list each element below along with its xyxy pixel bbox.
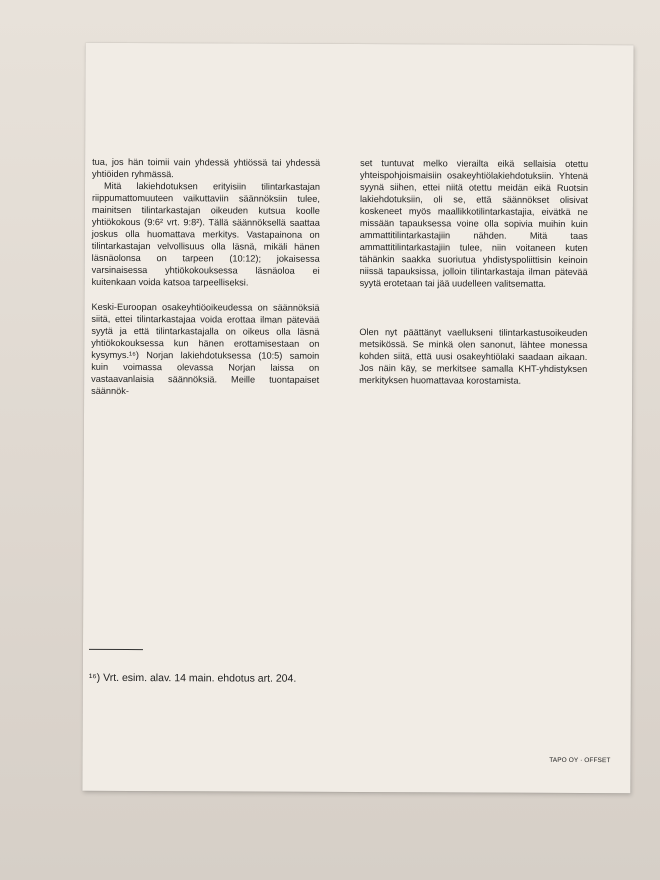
paragraph: Olen nyt päättänyt vaellukseni tilintarkastusoikeuden metsikössä. Se minkä olen sanonut, lähtee monessa kohden siitä, että uusi osakeyhtiölaki saadaan aikaan. Jos näin käy, se merkitsee samalla KHT-yhdistyksen merkityksen huomattavaa korostamista. [359,326,588,386]
paragraph: tua, jos hän toimii vain yhdessä yhtiössä tai yhdessä yhtiöiden ryhmässä. [92,156,321,180]
right-text-column [359,157,588,387]
paragraph: Mitä lakiehdotuksen erityisiin tilintarkastajan riippumattomuuteen vaikuttaviin säännöksiin tulee, mainitsen tilintarkastajan oikeuden kutsua koolle yhtiökokous (9:6² vrt. 9:8²). Tällä säännöksellä saattaa joskus olla huomattava merkitys. Vastapainona on tilintarkastajan velvollisuus olla läsnä, mikäli hänen läsnäolonsa on tarpeen (10:12); jokaisessa varsinaisessa yhtiökokouksessa läsnäoloa ei kuitenkaan voida katsoa tarpeelliseksi. [91,180,321,288]
paragraph: Keski-Euroopan osakeyhtiöoikeudessa on säännöksiä siitä, ettei tilintarkastajaa voida erottaa ilman pätevää syytä ja että tilintarkastajalla on oikeus olla läsnä yhtiökokouksessa kun hänen erottamisestaan on kysymys.¹⁶) Norjan lakiehdotuksessa (10:5) samoin kuin voimassa olevassa Norjan laissa on vastaavanlaisia säännöksiä. Meille tuontapaiset säännök- [91,301,320,396]
paragraph: set tuntuvat melko vierailta eikä sellaisia otettu yhteispohjoismaisiin osakeyhtiölakiehdotuksiin. Yhtenä syynä siihen, ettei niitä otettu meidän eikä Ruotsin lakiehdotuksiin, oli se, että säännökset olisivat koskeneet myös maallikkotilintarkastajia, eivätkä ne missään tapauksessa voine olla sopivia muihin kuin ammattitilintarkastajiin nähden. Mitä taas ammattitilintarkastajiin tulee, niin voitaneen kuten tähänkin saakka suoriutua yhdistyspoliittisin keinoin niissä tapauksissa, jolloin tilintarkastaja ilman pätevää syytä erotetaan tai jää uudelleen valitsematta. [359,158,589,290]
footnote: ¹⁶) Vrt. esim. alav. 14 main. ehdotus art. 204. [88,671,297,685]
left-text-column [91,156,320,398]
printed-page [82,43,633,793]
printer-mark: TAPO OY · OFFSET [549,756,611,765]
footnote-divider [89,649,143,650]
